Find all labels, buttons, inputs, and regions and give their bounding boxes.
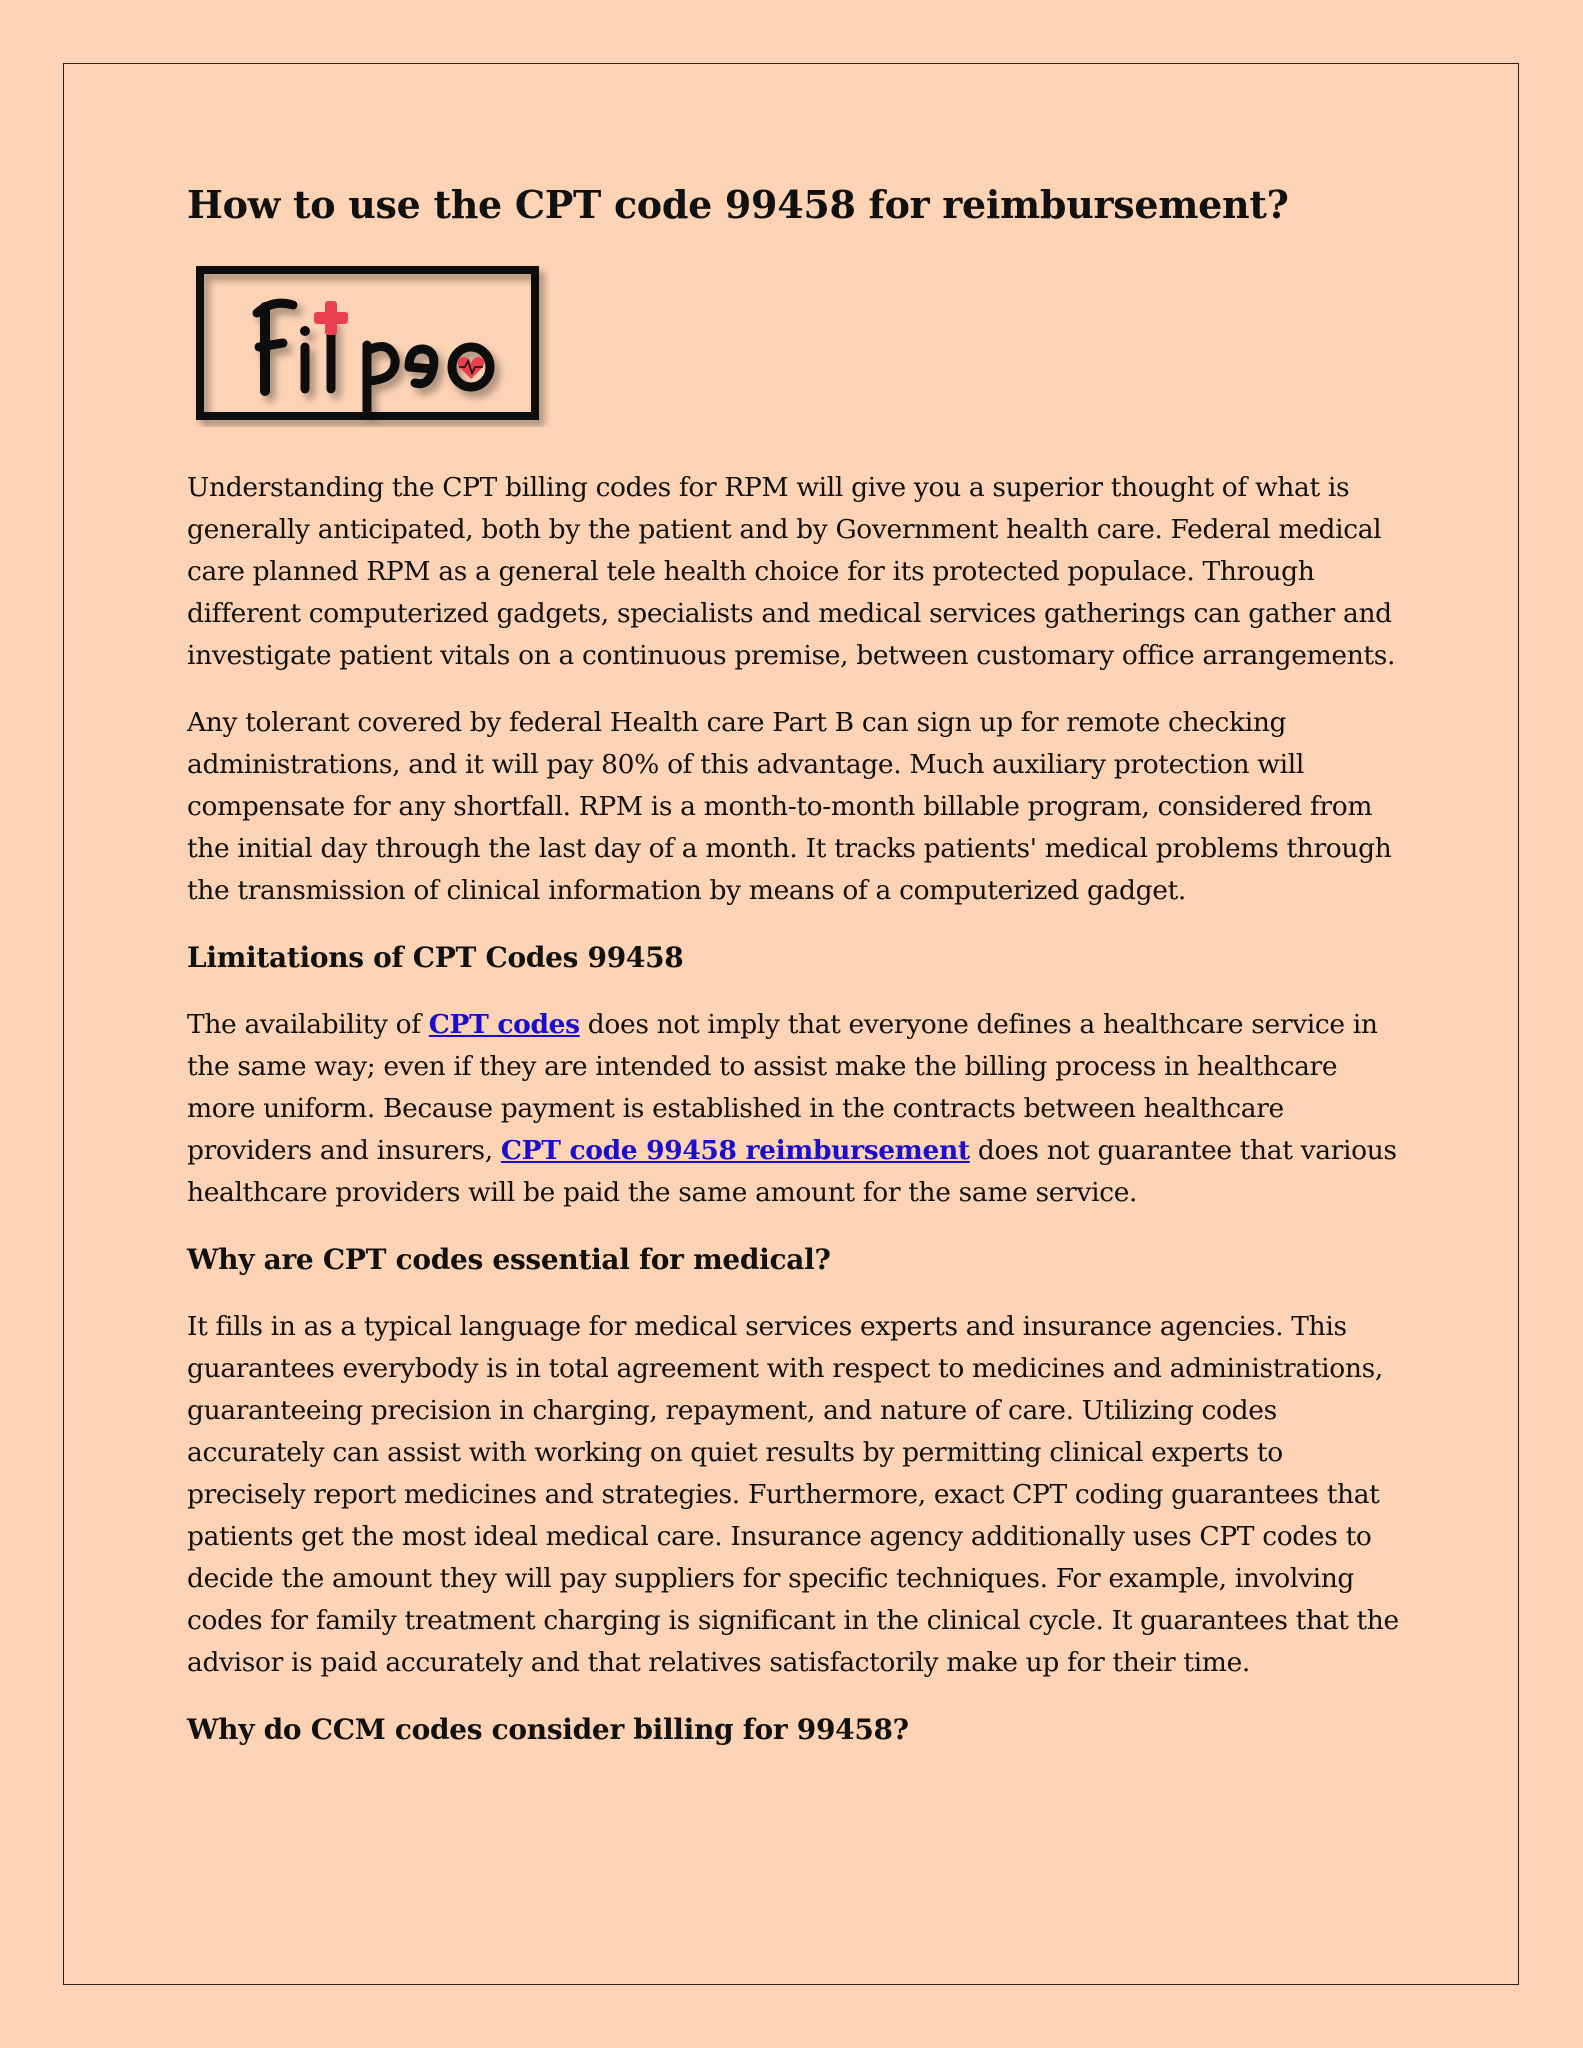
paragraph-why-essential: It fills in as a typical language for medical services experts and insurance agencies. This guarantees everybody is in total agreement with respect to medicines and administrations, guaranteeing precision in charging, repayment, and nature of care. Utilizing codes accurately can assist with working on quiet results by permitting clinical experts to precisely report medicines and strategies. Furthermore, exact CPT coding guarantees that patients get the most ideal medical care. Insurance agency additionally uses CPT codes to decide the amount they will pay suppliers for specific techniques. For example, involving codes for family treatment charging is significant in the clinical cycle. It guarantees that the advisor is paid accurately and that relatives satisfactorily make up for their time. <box>187 1311 1399 1679</box>
logo-lettering <box>257 304 490 412</box>
cpt-codes-link[interactable]: CPT codes <box>428 1009 580 1041</box>
heading-ccm-codes: Why do CCM codes consider billing for 99458? <box>187 1713 909 1747</box>
paragraph-rpm-intro: Understanding the CPT billing codes for RPM will give you a superior thought of what is generally anticipated, both by the patient and by Government health care. Federal medical care planned RPM as a general tele health choice for its protected populace. Through different computerized gadgets, specialists and medical services gatherings can gather and investigate patient vitals on a continuous premise, between customary office arrangements. <box>187 472 1396 672</box>
document-body <box>187 180 1402 1776</box>
text-segment: The availability of <box>187 1009 429 1041</box>
page-title: How to use the CPT code 99458 for reimbursement? <box>187 182 1289 227</box>
paragraph-limitations <box>187 1004 1402 1214</box>
heading-why-essential: Why are CPT codes essential for medical? <box>187 1243 831 1277</box>
red-cross-icon <box>314 301 348 335</box>
text-segment: does not guarantee that various healthcare providers will be paid the same amount for the same service. <box>187 1135 1397 1209</box>
fitpeo-logo <box>193 263 551 427</box>
heading-limitations: Limitations of CPT Codes 99458 <box>187 941 684 975</box>
cpt-99458-reimbursement-link[interactable]: CPT code 99458 reimbursement <box>500 1135 970 1167</box>
medical-cross-heart-logo-icon <box>193 263 551 427</box>
text-segment: does not imply that everyone defines a healthcare service in the same way; even if they are intended to assist make the billing process in healthcare more uniform. Because payment is established in the contracts between healthcare providers and insurers, <box>187 1009 1378 1167</box>
paragraph-part-b: Any tolerant covered by federal Health care Part B can sign up for remote checking administrations, and it will pay 80% of this advantage. Much auxiliary protection will compensate for any shortfall. RPM is a month-to-month billable program, considered from the initial day through the last day of a month. It tracks patients' medical problems through the transmission of clinical information by means of a computerized gadget. <box>187 707 1392 907</box>
